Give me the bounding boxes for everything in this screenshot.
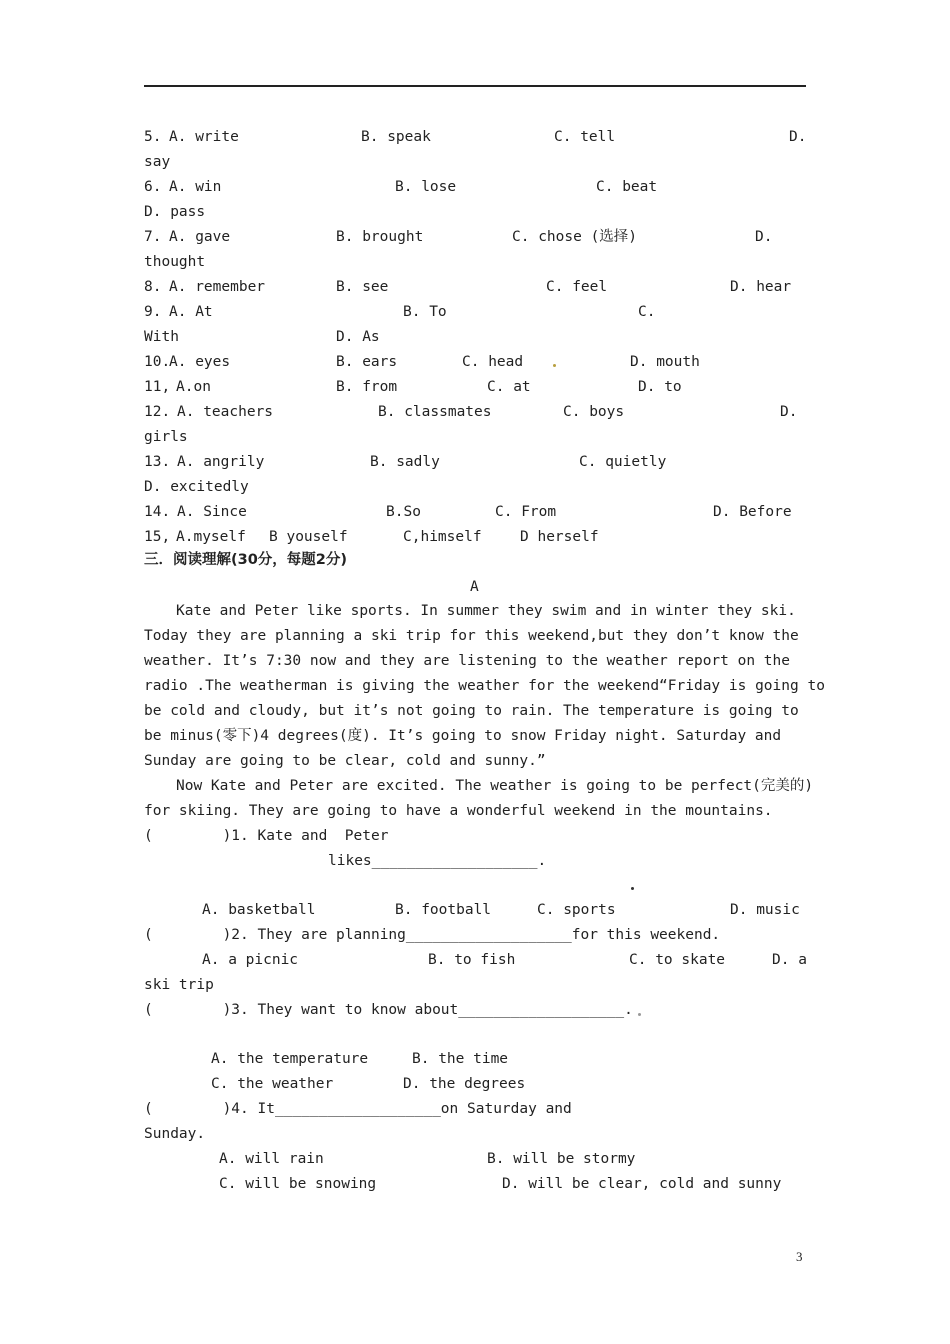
passage-line: Kate and Peter like sports. In summer they swim and in winter they ski. <box>176 603 796 619</box>
option-d: D. pass <box>144 204 206 220</box>
option-d: D herself <box>520 529 599 545</box>
option-d-text: ski trip <box>144 977 214 993</box>
question-number: 11, <box>144 379 171 395</box>
question-stem: ( )1. Kate and Peter <box>144 828 389 844</box>
option-a: A. win <box>169 179 222 195</box>
option-d-text: say <box>144 154 171 170</box>
passage-line: Sunday are going to be clear, cold and sunny.” <box>144 753 546 769</box>
option-b: B. from <box>336 379 398 395</box>
question-number: 7. <box>144 229 162 245</box>
option-b: B. football <box>395 902 492 918</box>
option-d: D. Before <box>713 504 792 520</box>
question-number: 8. <box>144 279 162 295</box>
option-d: D. As <box>336 329 380 345</box>
option-d: D. excitedly <box>144 479 249 495</box>
question-number: 10. <box>144 354 171 370</box>
option-a: A. a picnic <box>202 952 299 968</box>
section-heading: 三．阅读理解(30分，每题2分) <box>144 552 348 568</box>
option-c: C. to skate <box>629 952 726 968</box>
passage-line: for skiing. They are going to have a wonderful weekend in the mountains. <box>144 803 773 819</box>
option-d: D. a <box>772 952 807 968</box>
passage-label: A <box>470 579 479 595</box>
option-b: B. will be stormy <box>487 1151 636 1167</box>
option-b: B youself <box>269 529 348 545</box>
option-c: C. quietly <box>579 454 667 470</box>
option-a: A. gave <box>169 229 231 245</box>
header-rule <box>144 85 806 87</box>
option-d-text: girls <box>144 429 188 445</box>
passage-line: weather. It’s 7:30 now and they are listening to the weather report on the <box>144 653 791 669</box>
scan-speck <box>553 364 556 367</box>
question-stem-cont: Sunday. <box>144 1126 206 1142</box>
option-b: B. sadly <box>370 454 440 470</box>
option-a: A. will rain <box>219 1151 324 1167</box>
option-b: B. ears <box>336 354 398 370</box>
question-number: 15, <box>144 529 171 545</box>
option-a: A.on <box>176 379 211 395</box>
option-c: C. sports <box>537 902 616 918</box>
passage-line: Today they are planning a ski trip for this weekend,but they don’t know the <box>144 628 799 644</box>
option-a: A. remember <box>169 279 266 295</box>
option-a: A. Since <box>177 504 247 520</box>
option-d: D. to <box>638 379 682 395</box>
option-c: C. <box>638 304 656 320</box>
option-d: D. <box>755 229 773 245</box>
option-b: B. lose <box>395 179 457 195</box>
question-stem-cont: likes___________________. <box>328 853 547 869</box>
option-d: D. hear <box>730 279 792 295</box>
option-d: D. music <box>730 902 800 918</box>
option-c: C. From <box>495 504 557 520</box>
question-number: 12. <box>144 404 171 420</box>
option-c: C. boys <box>563 404 625 420</box>
option-c-text: With <box>144 329 179 345</box>
option-b: B. classmates <box>378 404 492 420</box>
option-b: B. to fish <box>428 952 516 968</box>
scan-speck <box>631 887 634 890</box>
option-c: C. feel <box>546 279 608 295</box>
option-a: A. teachers <box>177 404 274 420</box>
option-d-text: thought <box>144 254 206 270</box>
question-number: 6. <box>144 179 162 195</box>
passage-line: radio .The weatherman is giving the weather for the weekend“Friday is going to <box>144 678 825 694</box>
passage-line: be minus(零下)4 degrees(度). It’s going to snow Friday night. Saturday and <box>144 728 782 744</box>
question-number: 9. <box>144 304 162 320</box>
option-c: C,himself <box>403 529 482 545</box>
page-number: 3 <box>796 1249 803 1264</box>
question-number: 5. <box>144 129 162 145</box>
option-c: C. the weather <box>211 1076 334 1092</box>
option-a: A. eyes <box>169 354 231 370</box>
option-b: B. brought <box>336 229 424 245</box>
question-stem: ( )4. It___________________on Saturday and <box>144 1101 572 1117</box>
option-a: A. At <box>169 304 213 320</box>
option-a: A. write <box>169 129 239 145</box>
option-d: D. <box>789 129 807 145</box>
option-b: B. To <box>403 304 447 320</box>
option-c: C. beat <box>596 179 658 195</box>
option-c: C. tell <box>554 129 616 145</box>
option-c: C. at <box>487 379 531 395</box>
option-d: D. mouth <box>630 354 700 370</box>
option-a: A. angrily <box>177 454 265 470</box>
option-d: D. will be clear, cold and sunny <box>502 1176 782 1192</box>
option-a: A. basketball <box>202 902 316 918</box>
passage-line: be cold and cloudy, but it’s not going to rain. The temperature is going to <box>144 703 799 719</box>
question-stem: ( )3. They want to know about___________________. <box>144 1002 633 1018</box>
option-b: B. speak <box>361 129 431 145</box>
option-d: D. <box>780 404 798 420</box>
option-b: B.So <box>386 504 421 520</box>
passage-line: Now Kate and Peter are excited. The weather is going to be perfect(完美的) <box>176 778 814 794</box>
option-c: C. chose (选择) <box>512 229 638 245</box>
option-c: C. head <box>462 354 524 370</box>
option-d: D. the degrees <box>403 1076 526 1092</box>
option-b: B. the time <box>412 1051 509 1067</box>
option-a: A. the temperature <box>211 1051 369 1067</box>
question-number: 14. <box>144 504 171 520</box>
option-a: A.myself <box>176 529 246 545</box>
question-number: 13. <box>144 454 171 470</box>
option-b: B. see <box>336 279 389 295</box>
scan-speck <box>638 1013 641 1016</box>
question-stem: ( )2. They are planning___________________for this weekend. <box>144 927 721 943</box>
option-c: C. will be snowing <box>219 1176 377 1192</box>
